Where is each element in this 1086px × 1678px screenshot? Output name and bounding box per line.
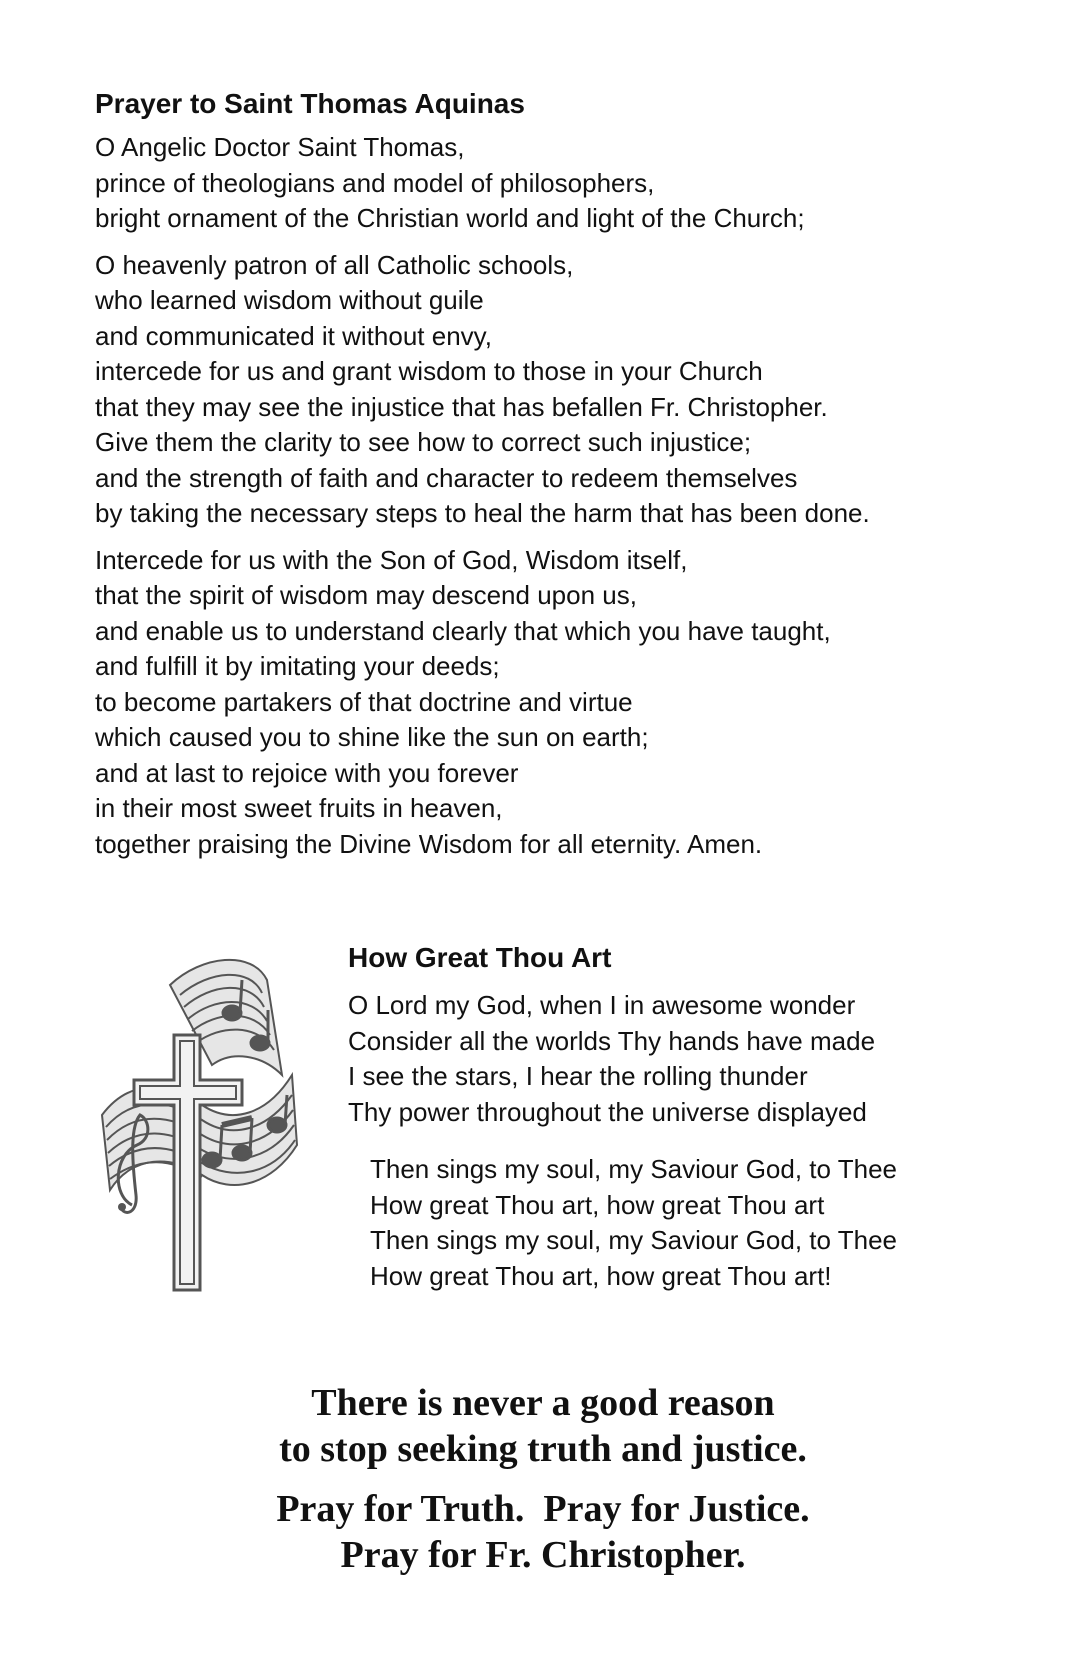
- hymn-chorus: [370, 1152, 1048, 1294]
- prayer-line: O heavenly patron of all Catholic schools,: [95, 249, 574, 280]
- closing-line: to stop seeking truth and justice.: [279, 1428, 807, 1470]
- prayer-section: [95, 86, 1045, 873]
- prayer-line: and enable us to understand clearly that which you have taught,: [95, 615, 831, 646]
- chorus-line: How great Thou art, how great Thou art!: [370, 1260, 832, 1291]
- prayer-stanza-1: [95, 130, 1045, 237]
- prayer-stanza-2: [95, 248, 1045, 532]
- hymn-verse: [348, 988, 1048, 1130]
- prayer-line: in their most sweet fruits in heaven,: [95, 793, 503, 823]
- prayer-line: that the spirit of wisdom may descend upon us,: [95, 580, 637, 610]
- hymn-title: How Great Thou Art: [348, 942, 612, 973]
- prayer-line: and at last to rejoice with you forever: [95, 757, 519, 788]
- prayer-line: prince of theologians and model of philosophers,: [95, 167, 655, 198]
- prayer-line: and fulfill it by imitating your deeds;: [95, 651, 500, 681]
- prayer-line: who learned wisdom without guile: [95, 285, 484, 315]
- prayer-line: Give them the clarity to see how to correct such injustice;: [95, 427, 752, 457]
- closing-statement: [0, 1380, 1086, 1472]
- closing-call-to-prayer: [0, 1486, 1086, 1578]
- prayer-line: Intercede for us with the Son of God, Wisdom itself,: [95, 544, 688, 575]
- prayer-line: that they may see the injustice that has befallen Fr. Christopher.: [95, 391, 828, 422]
- closing-line: There is never a good reason: [311, 1382, 775, 1424]
- cross-with-music-banner-icon: [92, 955, 317, 1300]
- prayer-line: together praising the Divine Wisdom for all eternity. Amen.: [95, 828, 763, 859]
- prayer-line: bright ornament of the Christian world and light of the Church;: [95, 203, 805, 233]
- hymn-line: Thy power throughout the universe displayed: [348, 1096, 867, 1127]
- prayer-line: which caused you to shine like the sun on earth;: [95, 722, 649, 752]
- prayer-line: O Angelic Doctor Saint Thomas,: [95, 132, 465, 162]
- hymn-line: I see the stars, I hear the rolling thunder: [348, 1061, 808, 1091]
- hymn-section: [348, 940, 1048, 1294]
- chorus-line: How great Thou art, how great Thou art: [370, 1189, 825, 1220]
- chorus-line: Then sings my soul, my Saviour God, to Thee: [370, 1225, 897, 1255]
- closing-line: Pray for Fr. Christopher.: [340, 1534, 746, 1576]
- prayer-stanza-3: [95, 543, 1045, 863]
- closing-section: [0, 1380, 1086, 1592]
- prayer-line: to become partakers of that doctrine and virtue: [95, 686, 633, 717]
- prayer-line: and the strength of faith and character to redeem themselves: [95, 462, 798, 493]
- prayer-line: intercede for us and grant wisdom to those in your Church: [95, 356, 763, 386]
- prayer-line: by taking the necessary steps to heal the harm that has been done.: [95, 498, 870, 528]
- closing-line: Pray for Truth. Pray for Justice.: [276, 1488, 810, 1530]
- prayer-title: Prayer to Saint Thomas Aquinas: [95, 88, 525, 119]
- chorus-line: Then sings my soul, my Saviour God, to Thee: [370, 1154, 897, 1184]
- hymn-line: Consider all the worlds Thy hands have made: [348, 1025, 876, 1056]
- hymn-line: O Lord my God, when I in awesome wonder: [348, 990, 856, 1020]
- prayer-line: and communicated it without envy,: [95, 320, 492, 351]
